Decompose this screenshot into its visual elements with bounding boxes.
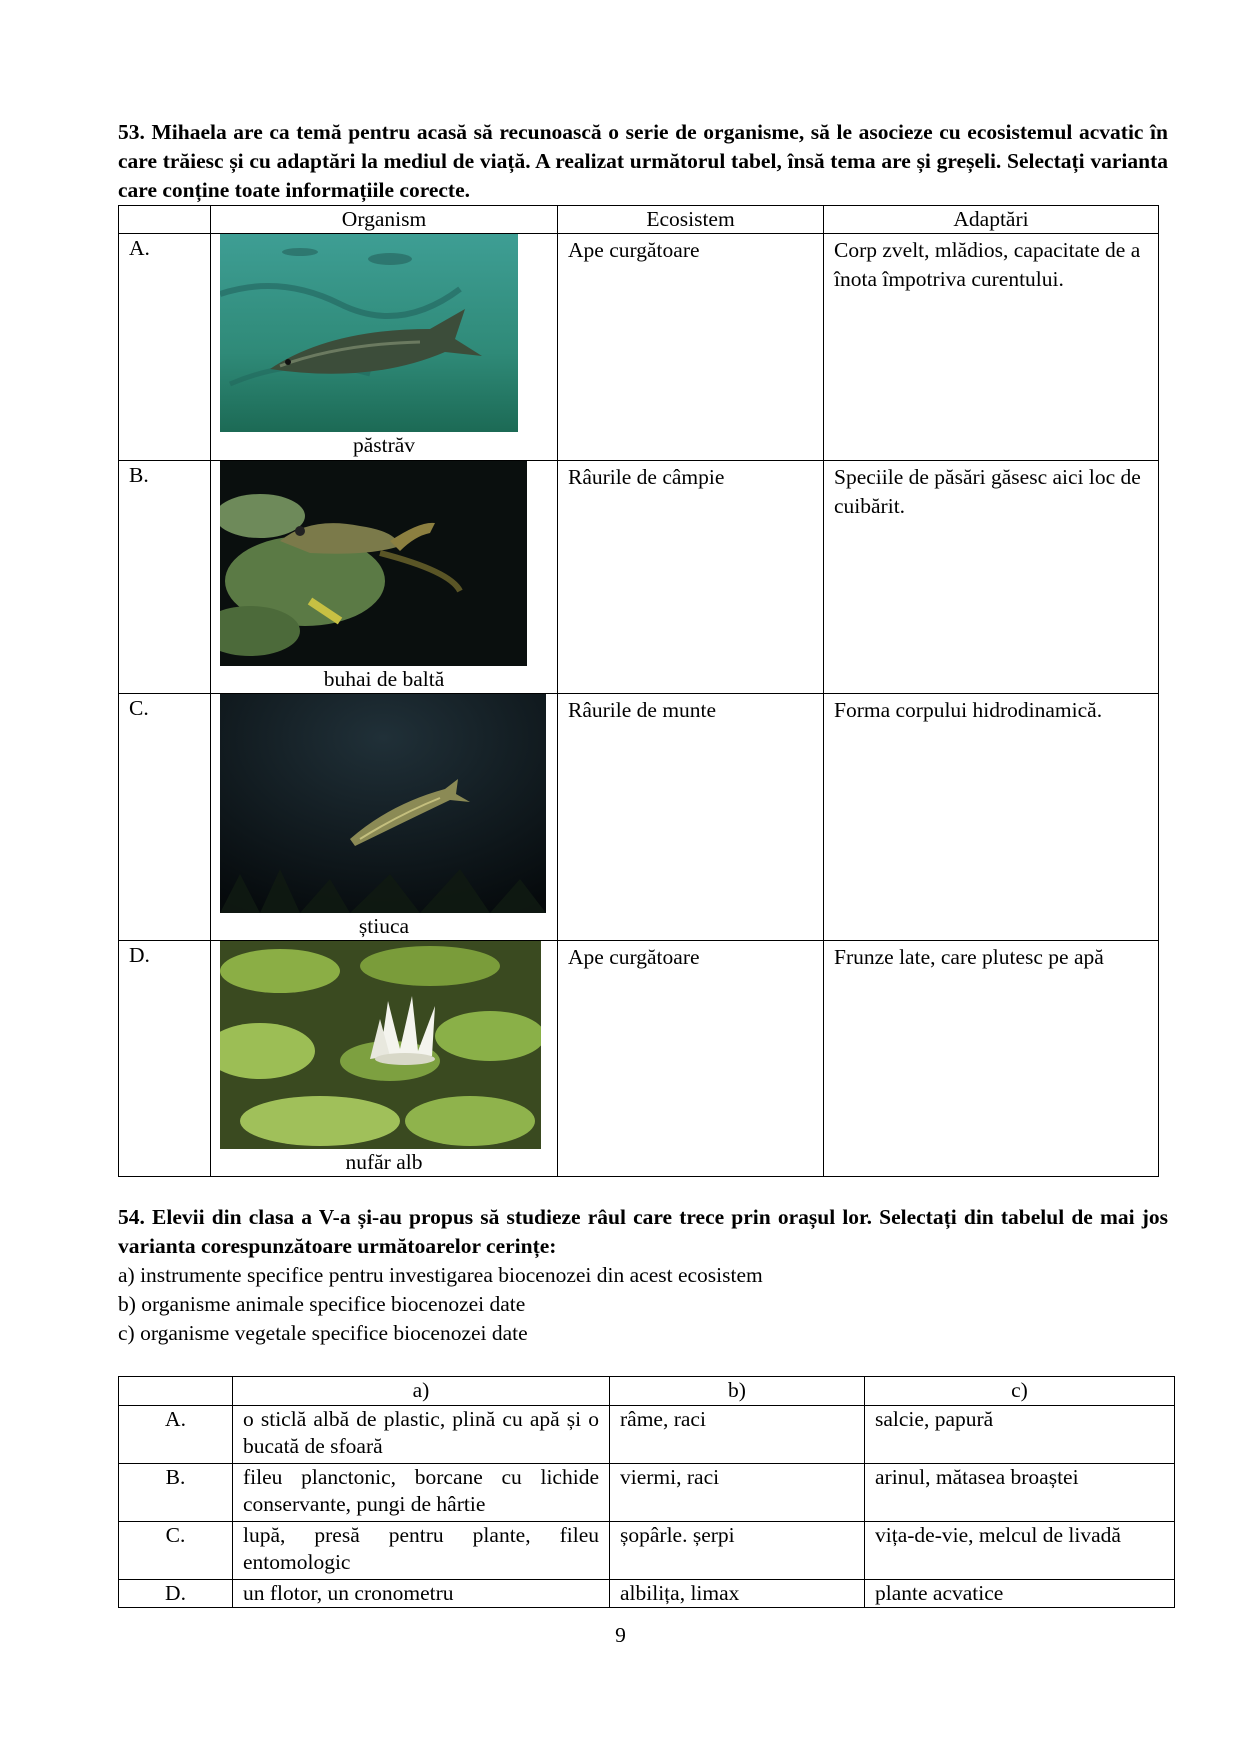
organism-cell: [211, 461, 558, 694]
table-row: [119, 1406, 1175, 1464]
question-53-table: [118, 205, 1159, 1177]
adaptation-cell: Forma corpului hidrodinamică.: [824, 694, 1159, 941]
header-organism: Organism: [211, 206, 558, 234]
adaptation-cell: Speciile de păsări găsesc aici loc de cuibărit.: [824, 461, 1159, 694]
header-b: b): [610, 1377, 865, 1406]
page-number: 9: [615, 1623, 626, 1647]
cell-c: vița-de-vie, melcul de livadă: [865, 1522, 1175, 1580]
cell-a: un flotor, un cronometru: [233, 1580, 610, 1608]
cell-c: salcie, papură: [865, 1406, 1175, 1464]
list-item: a) instrumente specifice pentru investigarea biocenozei din acest ecosistem: [118, 1263, 763, 1287]
question-54-table: [118, 1376, 1175, 1608]
row-label: B.: [119, 1464, 233, 1522]
row-label: B.: [119, 461, 211, 694]
row-label: C.: [119, 694, 211, 941]
cell-a: o sticlă albă de plastic, plină cu apă și o bucată de sfoară: [233, 1406, 610, 1464]
cell-a: fileu planctonic, borcane cu lichide conservante, pungi de hârtie: [233, 1464, 610, 1522]
organism-caption: păstrăv: [352, 433, 416, 457]
header-c: c): [865, 1377, 1175, 1406]
table-row: [119, 694, 1159, 941]
table-row: [119, 234, 1159, 461]
organism-caption: știuca: [358, 914, 410, 938]
table-row: [119, 941, 1159, 1177]
adaptation-cell: Frunze late, care plutesc pe apă: [824, 941, 1159, 1177]
list-item: b) organisme animale specifice biocenozei date: [118, 1292, 526, 1316]
page: [118, 118, 1168, 1608]
cell-c: arinul, mătasea broaștei: [865, 1464, 1175, 1522]
cell-c: plante acvatice: [865, 1580, 1175, 1608]
question-54-title: 54. Elevii din clasa a V-a și-au propus să studieze râul care trece prin orașul lor. Selectați din tabelul de mai jos varianta corespunzătoare următoarelor cerințe:: [118, 1205, 1168, 1258]
header-a: a): [233, 1377, 610, 1406]
table-header-row: [119, 1377, 1175, 1406]
organism-cell: [211, 234, 558, 461]
row-label: C.: [119, 1522, 233, 1580]
adaptation-cell: Corp zvelt, mlădios, capacitate de a înota împotriva curentului.: [824, 234, 1159, 461]
row-label: A.: [119, 1406, 233, 1464]
list-item: c) organisme vegetale specifice biocenozei date: [118, 1321, 528, 1345]
header-adaptations: Adaptări: [824, 206, 1159, 234]
organism-cell: [211, 694, 558, 941]
cell-b: râme, raci: [610, 1406, 865, 1464]
ecosystem-cell: Ape curgătoare: [558, 234, 824, 461]
cell-a: lupă, presă pentru plante, fileu entomologic: [233, 1522, 610, 1580]
pike-photo: [220, 694, 546, 913]
table-header-row: [119, 206, 1159, 234]
table-row: [119, 1580, 1175, 1608]
row-label: A.: [119, 234, 211, 461]
header-empty: [119, 206, 211, 234]
question-54-items: [118, 1261, 1168, 1348]
row-label: D.: [119, 941, 211, 1177]
cell-b: șopârle. șerpi: [610, 1522, 865, 1580]
ecosystem-cell: Râurile de câmpie: [558, 461, 824, 694]
row-label: D.: [119, 1580, 233, 1608]
table-row: [119, 461, 1159, 694]
header-ecosystem: Ecosistem: [558, 206, 824, 234]
trout-photo: [220, 234, 518, 432]
table-row: [119, 1522, 1175, 1580]
cell-b: albilița, limax: [610, 1580, 865, 1608]
organism-cell: [211, 941, 558, 1177]
header-empty: [119, 1377, 233, 1406]
ecosystem-cell: Râurile de munte: [558, 694, 824, 941]
table-row: [119, 1464, 1175, 1522]
cell-b: viermi, raci: [610, 1464, 865, 1522]
water-lily-photo: [220, 941, 541, 1149]
toad-photo: [220, 461, 527, 666]
ecosystem-cell: Ape curgătoare: [558, 941, 824, 1177]
organism-caption: buhai de baltă: [323, 667, 445, 691]
question-53-title: 53. Mihaela are ca temă pentru acasă să recunoască o serie de organisme, să le asocieze cu ecosistemul acvatic în care trăiesc și cu adaptări la mediul de viață. A realizat următorul tabel, însă tema are și greșeli. Selectați varianta care conține toate informațiile corecte.: [118, 120, 1168, 202]
organism-caption: nufăr alb: [345, 1150, 423, 1174]
